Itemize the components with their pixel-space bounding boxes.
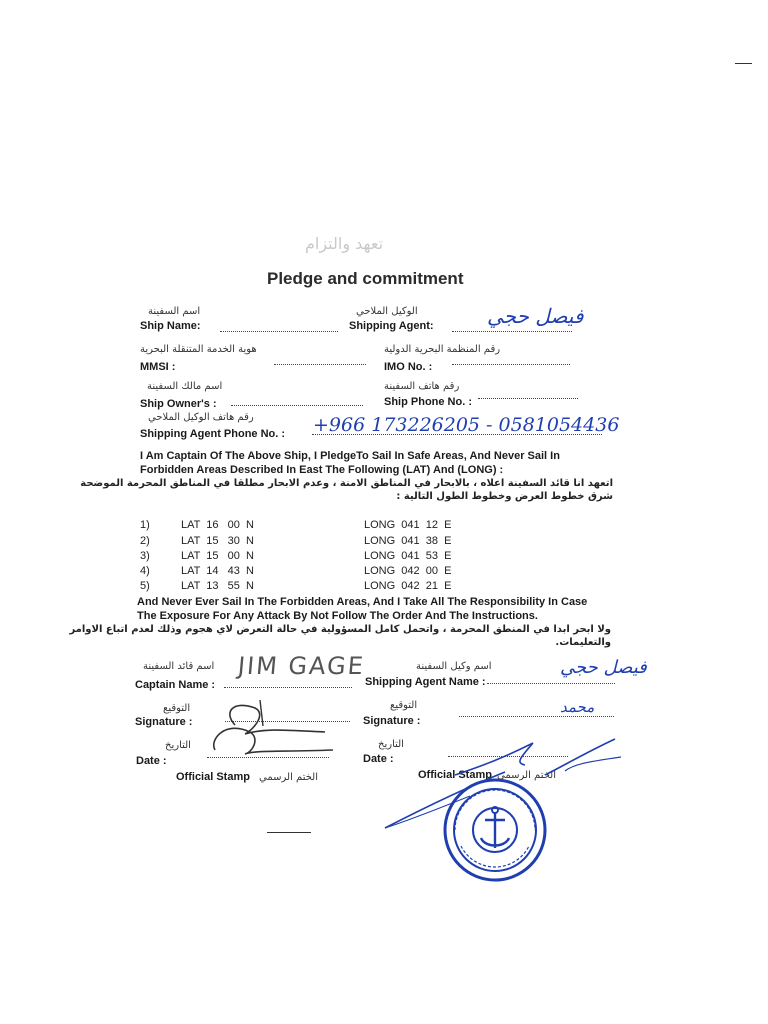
coord-num: 2) bbox=[140, 535, 150, 547]
coord-num: 5) bbox=[140, 580, 150, 592]
captain-name-label: Captain Name : bbox=[135, 679, 216, 691]
stamp-right-en: Official Stamp bbox=[418, 769, 492, 781]
ship-phone-line bbox=[478, 398, 578, 399]
signature-right-label: Signature : bbox=[363, 715, 421, 727]
shipping-agent-label: Shipping Agent: bbox=[349, 320, 434, 332]
bottom-rule bbox=[267, 832, 311, 833]
coord-lat: LAT 16 00 N bbox=[181, 519, 254, 531]
stamp-left-en: Official Stamp bbox=[176, 771, 250, 783]
corner-mark bbox=[735, 63, 752, 64]
closing-en-2: The Exposure For Any Attack By Not Follow The Order And The Instructions. bbox=[137, 610, 538, 622]
statement-en-1: I Am Captain Of The Above Ship, I PledgeTo Sail In Safe Areas, And Never Sail In bbox=[140, 450, 560, 462]
ship-name-line bbox=[220, 331, 338, 332]
signature-left-ar: التوقيع bbox=[163, 703, 191, 714]
agent-phone-ar: رقم هاتف الوكيل الملاحي bbox=[148, 412, 254, 423]
coord-lat: LAT 14 43 N bbox=[181, 565, 254, 577]
signature-right-value: محمد bbox=[560, 698, 595, 716]
closing-ar-2: والتعليمات. bbox=[555, 637, 611, 648]
shipping-agent-value: فيصل حجي bbox=[487, 304, 584, 328]
signature-right-line bbox=[459, 716, 614, 717]
ship-phone-label: Ship Phone No. : bbox=[384, 396, 472, 408]
captain-name-line bbox=[224, 687, 352, 688]
ship-name-label: Ship Name: bbox=[140, 320, 201, 332]
arabic-title: تعهد والتزام bbox=[305, 234, 384, 253]
statement-ar-2: شرق خطوط العرض وخطوط الطول التالية : bbox=[396, 491, 613, 502]
closing-ar-1: ولا ابحر ابدا في المنطق المحرمة ، واتحمل كامل المسؤولية في حالة التعرض لاي هجوم وذلك لعدم اتباع الاوامر bbox=[69, 624, 611, 635]
official-seal-icon bbox=[441, 776, 549, 884]
coord-num: 3) bbox=[140, 550, 150, 562]
date-left-label: Date : bbox=[136, 755, 167, 767]
shipping-agent-line bbox=[452, 331, 572, 332]
coord-long: LONG 042 21 E bbox=[364, 580, 452, 592]
signature-left-label: Signature : bbox=[135, 716, 193, 728]
stamp-left-label bbox=[176, 771, 318, 783]
coord-lat: LAT 15 30 N bbox=[181, 535, 254, 547]
date-right-label: Date : bbox=[363, 753, 394, 765]
mmsi-ar: هوية الخدمة المتنقلة البحرية bbox=[140, 344, 257, 355]
mmsi-line bbox=[274, 364, 366, 365]
agent-name-value: فيصل حجي bbox=[560, 657, 647, 678]
signature-right-ar: التوقيع bbox=[390, 700, 418, 711]
captain-name-value: JIM GAGE bbox=[236, 652, 367, 680]
captain-signature-scribble bbox=[205, 690, 345, 770]
ship-owner-line bbox=[231, 405, 363, 406]
stamp-right-ar: الختم الرسمي bbox=[497, 770, 557, 781]
coord-long: LONG 041 38 E bbox=[364, 535, 452, 547]
ship-owner-ar: اسم مالك السفينة bbox=[147, 381, 223, 392]
ship-phone-ar: رقم هاتف السفينة bbox=[384, 381, 460, 392]
imo-line bbox=[452, 364, 570, 365]
statement-en-2: Forbidden Areas Described In East The Following (LAT) And (LONG) : bbox=[140, 464, 504, 476]
ship-owner-label: Ship Owner's : bbox=[140, 398, 217, 410]
coord-long: LONG 042 00 E bbox=[364, 565, 452, 577]
statement-ar-1: اتعهد انا قائد السفينة اعلاه ، بالابحار في المناطق الامنة ، وعدم الابحار مطلقا في المناطق المحرمة الموضحة bbox=[80, 478, 613, 489]
date-left-ar: التاريخ bbox=[165, 740, 191, 751]
page-title: Pledge and commitment bbox=[267, 269, 464, 288]
agent-name-ar: اسم وكيل السفينة bbox=[416, 661, 492, 672]
coord-num: 1) bbox=[140, 519, 150, 531]
imo-ar: رقم المنظمة البحرية الدولية bbox=[384, 344, 501, 355]
agent-phone-label: Shipping Agent Phone No. : bbox=[140, 428, 286, 440]
coord-lat: LAT 13 55 N bbox=[181, 580, 254, 592]
ship-name-ar: اسم السفينة bbox=[148, 306, 201, 317]
shipping-agent-ar: الوكيل الملاحي bbox=[356, 306, 418, 317]
mmsi-label: MMSI : bbox=[140, 361, 176, 373]
coord-long: LONG 041 53 E bbox=[364, 550, 452, 562]
agent-phone-value: +966 173226205 - 0581054436 bbox=[313, 414, 620, 436]
imo-label: IMO No. : bbox=[384, 361, 433, 373]
closing-en-1: And Never Ever Sail In The Forbidden Areas, And I Take All The Responsibility In Case bbox=[137, 596, 588, 608]
stamp-left-ar: الختم الرسمي bbox=[259, 772, 319, 783]
coord-lat: LAT 15 00 N bbox=[181, 550, 254, 562]
coord-num: 4) bbox=[140, 565, 150, 577]
captain-name-ar: اسم قائد السفينة bbox=[143, 661, 215, 672]
agent-name-label: Shipping Agent Name : bbox=[365, 676, 486, 688]
agent-name-line bbox=[487, 683, 615, 684]
date-right-ar: التاريخ bbox=[378, 739, 404, 750]
coord-long: LONG 041 12 E bbox=[364, 519, 452, 531]
